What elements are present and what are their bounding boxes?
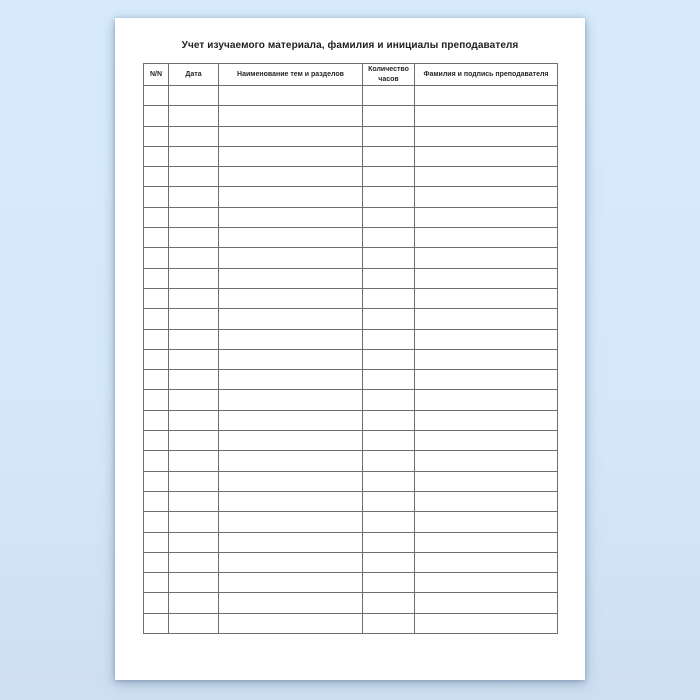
table-cell <box>144 86 169 106</box>
table-cell <box>169 410 219 430</box>
table-cell <box>415 552 558 572</box>
table-row <box>144 410 558 430</box>
table-cell <box>415 613 558 633</box>
table-cell <box>219 451 363 471</box>
table-row <box>144 106 558 126</box>
table-cell <box>144 552 169 572</box>
col-header-hours: Количество часов <box>363 64 415 86</box>
table-row <box>144 431 558 451</box>
table-cell <box>219 248 363 268</box>
table-cell <box>219 288 363 308</box>
table-cell <box>363 613 415 633</box>
table-row <box>144 491 558 511</box>
table-cell <box>144 268 169 288</box>
table-cell <box>169 451 219 471</box>
table-cell <box>169 349 219 369</box>
table-cell <box>169 593 219 613</box>
table-cell <box>415 410 558 430</box>
table-cell <box>144 370 169 390</box>
table-row <box>144 268 558 288</box>
table-row <box>144 349 558 369</box>
table-cell <box>144 471 169 491</box>
document-page <box>115 18 585 680</box>
table-row <box>144 126 558 146</box>
table-cell <box>144 491 169 511</box>
table-cell <box>415 288 558 308</box>
table-row <box>144 86 558 106</box>
table-cell <box>219 207 363 227</box>
col-header-date: Дата <box>169 64 219 86</box>
table-cell <box>363 309 415 329</box>
table-row <box>144 552 558 572</box>
table-row <box>144 451 558 471</box>
table-cell <box>169 146 219 166</box>
table-cell <box>169 248 219 268</box>
table-cell <box>415 370 558 390</box>
table-cell <box>415 106 558 126</box>
table-cell <box>169 431 219 451</box>
table-row <box>144 288 558 308</box>
table-cell <box>415 471 558 491</box>
table-cell <box>169 471 219 491</box>
table-cell <box>144 431 169 451</box>
table-cell <box>415 207 558 227</box>
table-cell <box>219 309 363 329</box>
table-cell <box>415 349 558 369</box>
table-cell <box>169 106 219 126</box>
table-cell <box>363 268 415 288</box>
table-cell <box>169 329 219 349</box>
table-cell <box>415 329 558 349</box>
table-row <box>144 167 558 187</box>
table-row <box>144 146 558 166</box>
table-cell <box>219 512 363 532</box>
table-row <box>144 613 558 633</box>
table-cell <box>169 167 219 187</box>
table-cell <box>169 552 219 572</box>
table-cell <box>415 390 558 410</box>
table-cell <box>169 187 219 207</box>
col-header-topics: Наименование тем и разделов <box>219 64 363 86</box>
table-header-row <box>144 64 558 86</box>
table-cell <box>144 329 169 349</box>
table-cell <box>219 613 363 633</box>
table-cell <box>363 593 415 613</box>
table-row <box>144 512 558 532</box>
table-cell <box>144 207 169 227</box>
table-cell <box>169 512 219 532</box>
table-cell <box>219 370 363 390</box>
table-cell <box>415 146 558 166</box>
table-row <box>144 309 558 329</box>
table-cell <box>144 451 169 471</box>
table-cell <box>363 86 415 106</box>
table-row <box>144 370 558 390</box>
table-cell <box>363 512 415 532</box>
table-cell <box>144 228 169 248</box>
table-cell <box>415 573 558 593</box>
col-header-number: N/N <box>144 64 169 86</box>
table-cell <box>219 410 363 430</box>
table-cell <box>219 167 363 187</box>
table-row <box>144 248 558 268</box>
table-cell <box>169 207 219 227</box>
table-cell <box>415 532 558 552</box>
table-cell <box>169 491 219 511</box>
table-cell <box>363 573 415 593</box>
table-cell <box>363 187 415 207</box>
table-cell <box>144 349 169 369</box>
table-cell <box>219 86 363 106</box>
table-cell <box>219 349 363 369</box>
table-cell <box>415 167 558 187</box>
table-cell <box>144 390 169 410</box>
table-cell <box>144 309 169 329</box>
table-cell <box>415 593 558 613</box>
table-cell <box>363 146 415 166</box>
table-cell <box>169 86 219 106</box>
table-cell <box>363 228 415 248</box>
table-cell <box>219 471 363 491</box>
table-cell <box>415 86 558 106</box>
table-cell <box>144 410 169 430</box>
col-header-teacher: Фамилия и подпись преподавателя <box>415 64 558 86</box>
table-cell <box>415 431 558 451</box>
table-row <box>144 329 558 349</box>
table-cell <box>219 126 363 146</box>
table-cell <box>169 532 219 552</box>
table-cell <box>144 187 169 207</box>
table-cell <box>219 491 363 511</box>
table-cell <box>169 309 219 329</box>
table-cell <box>415 309 558 329</box>
table-cell <box>415 268 558 288</box>
table-cell <box>363 431 415 451</box>
table-cell <box>169 370 219 390</box>
table-cell <box>415 451 558 471</box>
table-cell <box>144 288 169 308</box>
table-cell <box>144 126 169 146</box>
table-cell <box>415 228 558 248</box>
table-cell <box>144 573 169 593</box>
table-cell <box>363 288 415 308</box>
table-cell <box>415 512 558 532</box>
table-row <box>144 532 558 552</box>
table-cell <box>363 167 415 187</box>
table-cell <box>144 106 169 126</box>
table-cell <box>363 451 415 471</box>
table-cell <box>363 390 415 410</box>
table-cell <box>363 491 415 511</box>
table-cell <box>144 167 169 187</box>
table-row <box>144 573 558 593</box>
table-cell <box>363 349 415 369</box>
record-table <box>143 63 558 634</box>
table-cell <box>363 126 415 146</box>
table-row <box>144 187 558 207</box>
table-cell <box>219 532 363 552</box>
table-row <box>144 207 558 227</box>
table-cell <box>219 187 363 207</box>
table-body <box>144 86 558 634</box>
table-cell <box>219 268 363 288</box>
table-cell <box>363 471 415 491</box>
table-cell <box>363 207 415 227</box>
table-cell <box>363 329 415 349</box>
table-cell <box>219 329 363 349</box>
table-cell <box>169 573 219 593</box>
table-cell <box>415 248 558 268</box>
table-row <box>144 390 558 410</box>
table-cell <box>169 126 219 146</box>
table-cell <box>219 552 363 572</box>
table-cell <box>219 390 363 410</box>
table-cell <box>415 491 558 511</box>
table-cell <box>169 268 219 288</box>
table-cell <box>219 146 363 166</box>
table-cell <box>219 228 363 248</box>
page-title: Учет изучаемого материала, фамилия и инициалы преподавателя <box>181 40 519 51</box>
table-header <box>144 64 558 86</box>
table-row <box>144 228 558 248</box>
table-cell <box>169 390 219 410</box>
table-cell <box>363 410 415 430</box>
table-cell <box>169 288 219 308</box>
table-cell <box>219 573 363 593</box>
table-cell <box>363 552 415 572</box>
table-cell <box>363 248 415 268</box>
table-cell <box>219 431 363 451</box>
table-cell <box>144 146 169 166</box>
table-cell <box>415 126 558 146</box>
table-cell <box>415 187 558 207</box>
table-cell <box>219 593 363 613</box>
table-cell <box>144 248 169 268</box>
table-cell <box>363 532 415 552</box>
table-cell <box>219 106 363 126</box>
table-cell <box>363 370 415 390</box>
table-cell <box>144 512 169 532</box>
table-cell <box>144 593 169 613</box>
table-cell <box>169 613 219 633</box>
table-row <box>144 471 558 491</box>
table-cell <box>144 613 169 633</box>
table-cell <box>363 106 415 126</box>
table-cell <box>144 532 169 552</box>
table-row <box>144 593 558 613</box>
table-cell <box>169 228 219 248</box>
